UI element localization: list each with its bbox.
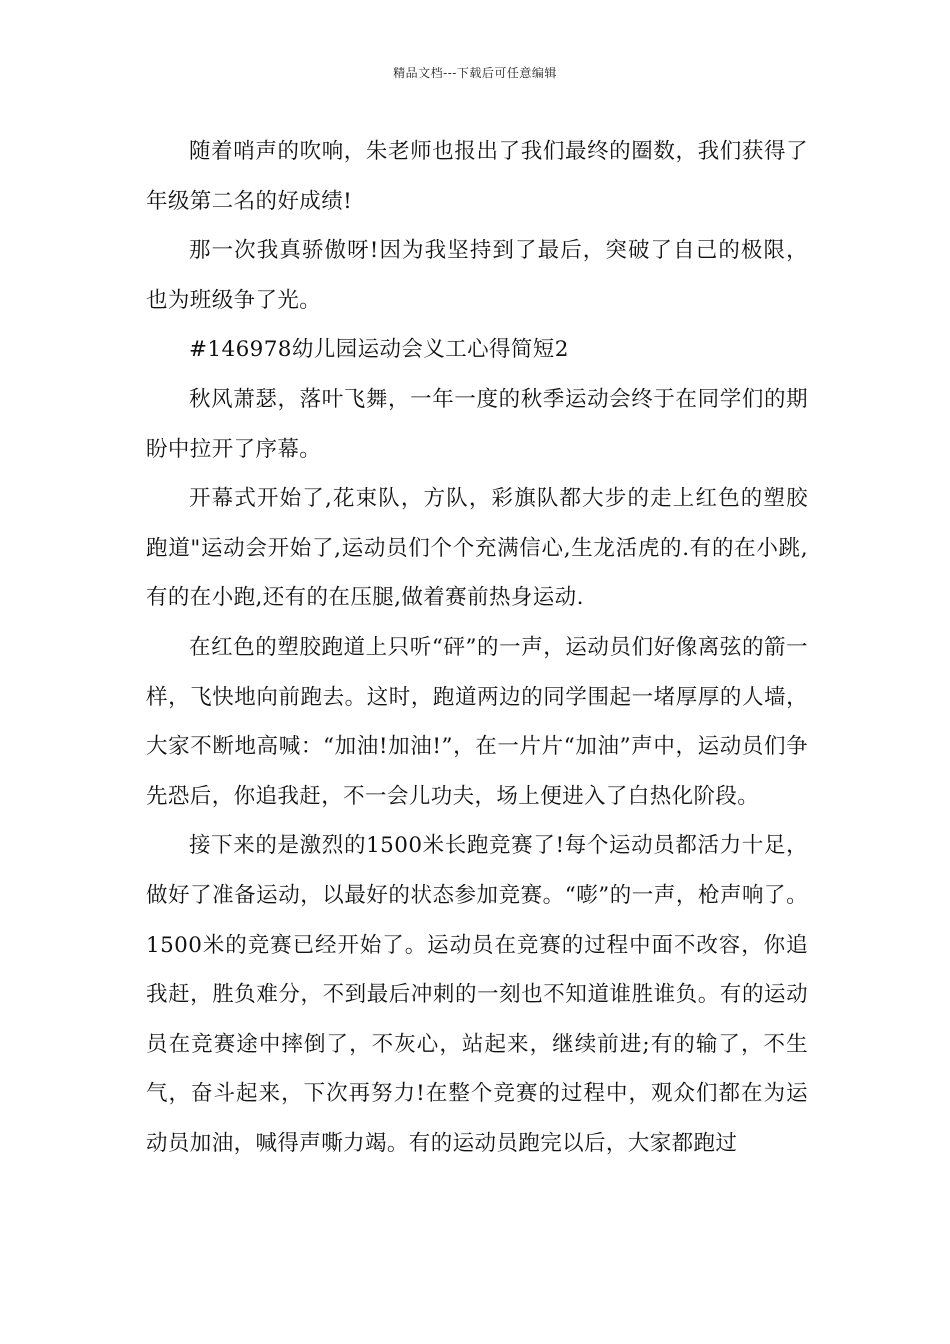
paragraph: 那一次我真骄傲呀!因为我坚持到了最后，突破了自己的极限，也为班级争了光。	[146, 238, 808, 313]
paragraph: 秋风萧瑟，落叶飞舞，一年一度的秋季运动会终于在同学们的期盼中拉开了序幕。	[146, 386, 808, 462]
paragraph: 开幕式开始了,花束队，方队，彩旗队都大步的走上红色的塑胶跑道"运动会开始了,运动员们个个充满信心,生龙活虎的.有的在小跳,有的在小跑,还有的在压腿,做着赛前热身运动.	[146, 486, 808, 611]
paragraph: 接下来的是激烈的1500米长跑竞赛了!每个运动员都活力十足，做好了准备运动，以最好的状态参加竞赛。“嘭”的一声，枪声响了。1500米的竞赛已经开始了。运动员在竞赛的过程中面不改容，你追我赶，胜负难分，不到最后冲刺的一刻也不知道谁胜谁负。有的运动员在竞赛途中摔倒了，不灰心，站起来，继续前进;有的输了，不生气，奋斗起来，下次再努力!在整个竞赛的过程中，观众们都在为运动员加油，喊得声嘶力竭。有的运动员跑完以后，大家都跑过	[146, 833, 808, 1156]
document-body	[146, 127, 808, 1168]
paragraph: 在红色的塑胶跑道上只听“砰”的一声，运动员们好像离弦的箭一样，飞快地向前跑去。这时，跑道两边的同学围起一堵厚厚的人墙，大家不断地高喊：“加油!加油!”，在一片片“加油”声中，运动员们争先恐后，你追我赶，不一会儿功夫，场上便进入了白热化阶段。	[146, 634, 808, 809]
paragraph: 随着哨声的吹响，朱老师也报出了我们最终的圈数，我们获得了年级第二名的好成绩!	[146, 139, 808, 214]
page-header: 精品文档---下载后可任意编辑	[393, 66, 557, 80]
section-heading: #146978幼儿园运动会义工心得简短2	[189, 337, 569, 363]
